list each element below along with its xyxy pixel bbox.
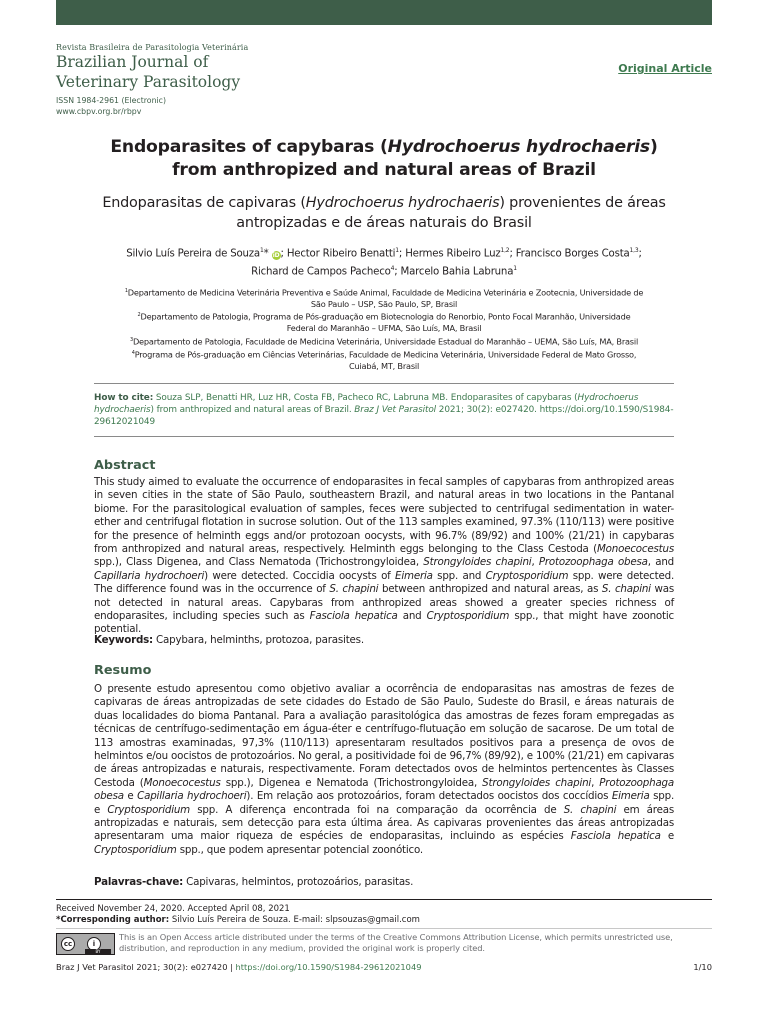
abstract-s6: spp. and [432, 569, 486, 582]
citation-top-rule [94, 383, 674, 384]
abstract-i1: Monoecocestus [597, 543, 674, 556]
affiliation-1-line2: São Paulo – USP, São Paulo, SP, Brasil [310, 299, 458, 310]
palavras-chave-label: Palavras-chave: [94, 876, 184, 888]
corresponding-label: *Corresponding author: [56, 915, 170, 925]
journal-url[interactable]: www.cbpv.org.br/rbpv [56, 107, 142, 116]
abstract-i2: Strongyloides chapini [423, 556, 532, 569]
cite-text-3[interactable]: 2021; 30(2): e027420. https://doi.org/10.1590/S1984-29612021049 [94, 405, 674, 427]
affiliation-2-line1: Departamento de Patologia, Programa de Pós-graduação em Biotecnologia do Renorbio, Ponto Focal Maranhão, Universidade [140, 312, 631, 323]
resumo-s1: O presente estudo apresentou como objetivo avaliar a ocorrência de endoparasitas nas amostras de fezes de capivaras de áreas antropizadas de sete cidades do Estado de São Paulo, Sudeste do Brasil, e áreas naturais de duas localidades do bioma Pantanal. Para a avaliação parasitológica das amostras de fezes foram empregadas as técnicas de centrífugo-sedimentação em água-éter e centrífugo-flutuação em solução de sacarose. De um total de 113 amostras examinadas, 97,3% (110/113) apresentaram resultados positivos para a presença de ovos de helmintos e/ou oocistos de protozoários. No geral, a positividade foi de 96,7% (89/92), e 100% (21/21) em capivaras de áreas antropizadas e naturais, respectivamente. Foram detectados ovos de helmintos pertencentes às Classes Cestoda ( [94, 683, 674, 789]
title-pt-species: Hydrochoerus hydrochaeris [305, 195, 500, 211]
abstract-s7: spp. were detected. The difference found was in the occurrence of [94, 569, 675, 596]
how-to-cite [94, 392, 674, 428]
resumo-s7: spp. A diferença encontrada foi na comparação da ocorrência de [190, 803, 564, 816]
cc-icon: cc [61, 937, 75, 951]
resumo-i2: Strongyloides chapini [482, 776, 592, 789]
palavras-chave [94, 876, 674, 888]
resumo-i8: Fasciola hepatica [570, 830, 661, 843]
footer-rule [56, 899, 712, 900]
abstract-s8: between anthropized and natural areas, as [378, 583, 602, 596]
abstract-body [94, 476, 674, 637]
affiliation-3-num: 3 [129, 336, 133, 343]
resumo-i9: Cryptosporidium [94, 843, 177, 856]
author-4-end: ; [638, 248, 642, 260]
journal-name-en-line1: Brazilian Journal of [56, 53, 209, 71]
journal-reference: Braz J Vet Parasitol 2021; 30(2): e027420 [56, 962, 228, 972]
article-type-link[interactable]: Original Article [618, 62, 712, 75]
page-footer [56, 962, 712, 972]
affiliation-4-line2: Cuiabá, MT, Brasil [348, 360, 420, 371]
author-6: ; Marcelo Bahia Labruna [394, 266, 514, 278]
citation-bottom-rule [94, 436, 674, 437]
affiliation-1-num: 1 [124, 288, 128, 294]
abstract-s9: was not detected in natural areas. Capybaras from anthropized areas showed a greater species richness of endoparasites, including species such as [94, 583, 674, 623]
abstract-s2: spp.), Class Digenea, and Class Nematoda (Trichostrongyloidea, [94, 556, 424, 569]
abstract-i5: Eimeria [395, 569, 433, 582]
journal-masthead [56, 43, 356, 117]
journal-issn: ISSN 1984-2961 (Electronic) [56, 96, 167, 105]
doi-link[interactable]: https://doi.org/10.1590/S1984-29612021049 [235, 962, 422, 972]
resumo-body [94, 683, 674, 857]
abstract-i8: S. chapini [601, 583, 651, 596]
affiliation-1-line1: Departamento de Medicina Veterinária Preventiva e Saúde Animal, Faculdade de Medicina Veterinária e Zootecnia, Universidade de [127, 287, 644, 298]
received-dates: Received November 24, 2020. Accepted April 08, 2021 [56, 904, 290, 914]
corresponding-author [56, 915, 420, 926]
license-text: This is an Open Access article distributed under the terms of the Creative Commons Attribution License, which permits unrestricted use, distribution, and reproduction in any medium, provided the original work is properly cited. [119, 932, 673, 953]
author-5: Richard de Campos Pacheco [251, 266, 391, 278]
abstract-i10: Cryptosporidium [426, 610, 510, 623]
cite-label: How to cite: [94, 393, 154, 403]
author-6-sup: 1 [513, 265, 517, 273]
affiliation-1 [94, 286, 674, 310]
abstract-s1: This study aimed to evaluate the occurrence of endoparasites in fecal samples of capybaras from anthropized areas in seven cities in the state of São Paulo, southeastern Brazil, and natural areas in two locations in the Pantanal biome. For the parasitological evaluation of samples, feces were subjected to centrifugal sedimentation in water-ether and centrifugal flotation in sucrose solution. Out of the 113 samples examined, 97.3% (110/113) were positive for the presence of helminth eggs and/or protozoan oocysts, with 96.7% (89/92) and 100% (21/21) in capybaras from anthropized and natural areas, respectively. Helminth eggs belonging to the Class Cestoda ( [94, 476, 674, 556]
author-list [84, 243, 684, 280]
author-1: Silvio Luís Pereira de Souza [126, 248, 260, 260]
article-title-en [90, 136, 678, 182]
author-3-sup: 1,2 [500, 247, 510, 254]
resumo-s2: spp.), Digenea e Nematoda (Trichostrongyloidea, [220, 776, 483, 789]
resumo-s3: , [591, 776, 600, 789]
keywords-text: Capybara, helminths, protozoa, parasites. [152, 634, 364, 646]
attribution-icon: i [87, 937, 101, 951]
affiliation-3-line1: Departamento de Patologia, Faculdade de Medicina Veterinária, Universidade Estadual do Maranhão – UEMA, São Luís, MA, Brasil [132, 336, 639, 347]
resumo-s5: ). Em relação aos protozoários, foram detectados oocistos dos coccídios [246, 790, 612, 803]
abstract-s10: and [397, 610, 427, 623]
abstract-i3: Protozoophaga obesa [538, 556, 648, 569]
abstract-s4: , and [647, 556, 675, 569]
author-2-sup: 1 [395, 247, 399, 254]
author-5-sup: 4 [390, 265, 395, 273]
title-pt-line2: antropizadas e de áreas naturais do Brasil [236, 215, 532, 231]
author-4-sup: 1,3 [629, 247, 639, 254]
resumo-s6: spp. e [94, 790, 675, 816]
affiliation-2 [94, 310, 674, 334]
author-3: ; Hermes Ribeiro Luz [398, 248, 501, 260]
author-2: ; Hector Ribeiro Benatti [280, 248, 396, 260]
affiliation-2-num: 2 [137, 312, 141, 319]
resumo-i7: S. chapini [563, 803, 617, 816]
abstract-s5: ) were detected. Coccidia oocysts of [204, 569, 396, 582]
article-title-pt [70, 193, 698, 233]
palavras-chave-text: Capivaras, helmintos, protozoários, parasitas. [183, 876, 414, 888]
author-1-sup: 1 [259, 247, 264, 254]
resumo-i5: Eimeria [611, 790, 650, 803]
title-en-species: Hydrochoerus hydrochaeris [387, 137, 650, 157]
affiliations [94, 286, 674, 372]
cc-by-icon[interactable] [56, 933, 115, 955]
resumo-s9: e [660, 830, 674, 843]
cite-species: Hydrochoerus hydrochaeris [94, 393, 639, 415]
journal-top-bar [56, 0, 712, 25]
resumo-i4: Capillaria hydrochoeri [137, 790, 247, 803]
resumo-s8: em áreas antropizadas e naturais, sem detecção para esta última área. As capivaras provenientes das áreas antropizadas apresentaram uma maior riqueza de espécies de endoparasitas, incluindo as espécies [94, 803, 674, 843]
journal-name-pt: Revista Brasileira de Parasitologia Veterinária [56, 43, 249, 52]
cite-journal: Braz J Vet Parasitol [354, 405, 437, 415]
keywords-label: Keywords: [94, 634, 153, 646]
license-rule [56, 928, 712, 929]
resumo-i1: Monoecocestus [143, 776, 221, 789]
title-en-post: ) [649, 137, 658, 157]
corresponding-star: * [263, 248, 269, 260]
abstract-i9: Fasciola hepatica [309, 610, 398, 623]
abstract-s11: spp., that might have zoonotic potential. [94, 610, 674, 636]
affiliation-4 [94, 348, 674, 372]
abstract-i4: Capillaria hydrochoeri [94, 569, 205, 582]
received-info [56, 904, 420, 926]
affiliation-4-line1: Programa de Pós-graduação em Ciências Veterinárias, Faculdade de Medicina Veterinária, Universidade Federal de Mato Grosso, [134, 349, 637, 360]
title-pt-post: ) provenientes de áreas [499, 195, 666, 211]
abstract-i7: S. chapini [329, 583, 379, 596]
abstract-i6: Cryptosporidium [485, 569, 569, 582]
keywords [94, 634, 674, 646]
cite-text-1: Souza SLP, Benatti HR, Luz HR, Costa FB, Pacheco RC, Labruna MB. Endoparasites of capybaras ( [153, 393, 578, 403]
affiliation-2-line2: Federal do Maranhão – UFMA, São Luís, MA, Brasil [286, 323, 482, 334]
affiliation-3 [94, 335, 674, 348]
page-number: 1/10 [693, 962, 712, 972]
title-en-line2: from anthropized and natural areas of Brazil [172, 160, 596, 180]
title-pt-pre: Endoparasitas de capivaras ( [102, 195, 306, 211]
affiliation-4-num: 4 [131, 349, 135, 356]
abstract-s3: , [531, 556, 539, 569]
footer-separator: | [227, 962, 236, 972]
resumo-i3: Protozoophaga obesa [94, 776, 674, 803]
title-en-pre: Endoparasites of capybaras ( [110, 137, 388, 157]
corresponding-text[interactable]: Silvio Luís Pereira de Souza. E-mail: slpsouzas@gmail.com [169, 915, 420, 925]
abstract-heading: Abstract [94, 458, 156, 473]
resumo-s4: e [123, 790, 138, 803]
by-label: BY [85, 949, 111, 954]
resumo-heading: Resumo [94, 663, 152, 678]
cite-text-2: ) from anthropized and natural areas of Brazil. [150, 405, 355, 415]
resumo-i6: Cryptosporidium [107, 803, 191, 816]
journal-name-en-line2: Veterinary Parasitology [56, 73, 241, 91]
author-4: ; Francisco Borges Costa [509, 248, 630, 260]
resumo-s10: spp., que podem apresentar potencial zoonótico. [176, 843, 423, 856]
orcid-icon[interactable]: iD [272, 252, 280, 260]
